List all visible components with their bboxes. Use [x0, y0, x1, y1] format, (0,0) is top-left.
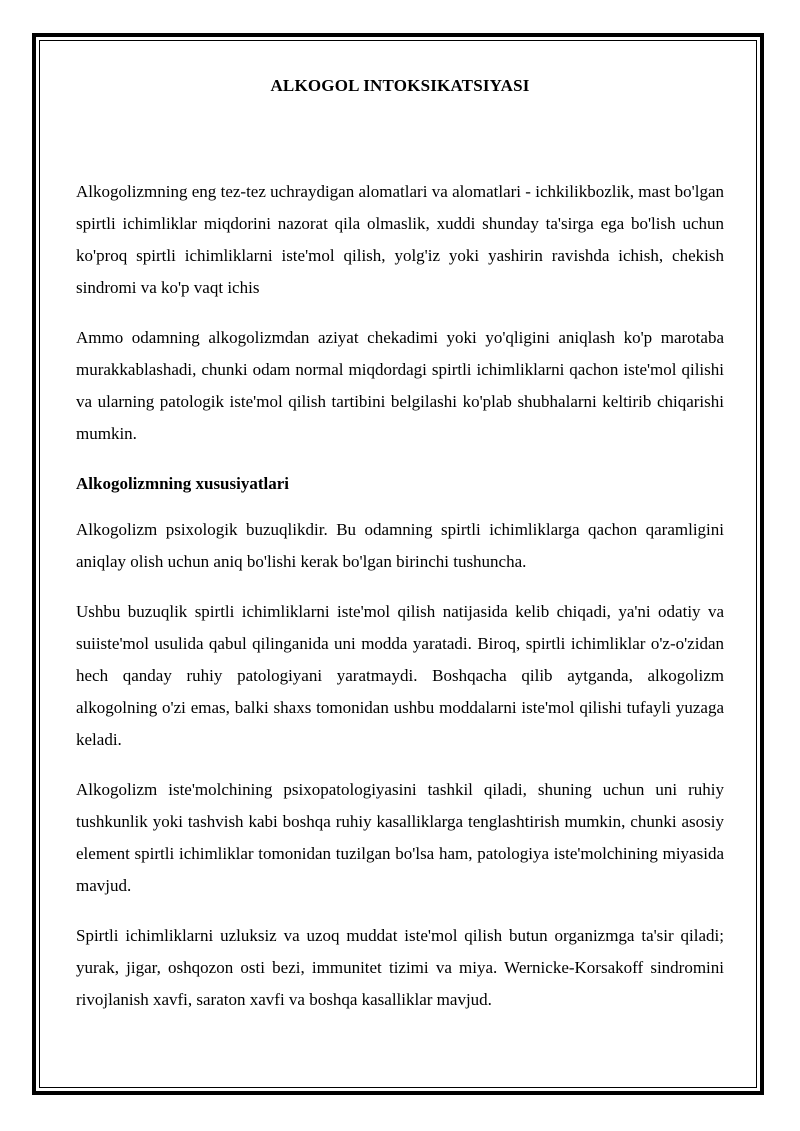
- paragraph: Spirtli ichimliklarni uzluksiz va uzoq muddat iste'mol qilish butun organizmga ta'sir qiladi; yurak, jigar, oshqozon osti bezi, immunitet tizimi va miya. Wernicke-Korsakoff sindromini rivojlanish xavfi, saraton xavfi va boshqa kasalliklar mavjud.: [76, 926, 724, 1009]
- document-body: [76, 176, 724, 1016]
- document-title: ALKOGOL INTOKSIKATSIYASI: [270, 76, 530, 95]
- section-heading: Alkogolizmning xususiyatlari: [76, 474, 290, 493]
- paragraph: Alkogolizm psixologik buzuqlikdir. Bu odamning spirtli ichimliklarga qachon qaramligini aniqlay olish uchun aniq bo'lishi kerak bo'lgan birinchi tushuncha.: [76, 520, 724, 571]
- paragraph: Ammo odamning alkogolizmdan aziyat chekadimi yoki yo'qligini aniqlash ko'p marotaba murakkablashadi, chunki odam normal miqdordagi spirtli ichimliklarni qachon iste'mol qilishi va ularning patologik iste'mol qilish tartibini belgilashi ko'plab shubhalarni keltirib chiqarishi mumkin.: [76, 328, 724, 443]
- paragraph: Alkogolizmning eng tez-tez uchraydigan alomatlari va alomatlari - ichkilikbozlik, mast bo'lgan spirtli ichimliklar miqdorini nazorat qila olmaslik, xuddi shunday ta'sirga ega bo'lish uchun ko'proq spirtli ichimliklarni iste'mol qilish, yolg'iz yoki yashirin ravishda ichish, chekish sindromi va ko'p vaqt ichis: [76, 182, 724, 297]
- paragraph: Alkogolizm iste'molchining psixopatologiyasini tashkil qiladi, shuning uchun uni ruhiy tushkunlik yoki tashvish kabi boshqa ruhiy kasalliklarga tenglashtirish mumkin, chunki asosiy element spirtli ichimliklar tomonidan tuzilgan bo'lsa ham, patologiya iste'molchining miyasida mavjud.: [76, 780, 724, 895]
- document-content: [76, 74, 724, 1034]
- paragraph: Ushbu buzuqlik spirtli ichimliklarni iste'mol qilish natijasida kelib chiqadi, ya'ni odatiy va suiiste'mol usulida qabul qilinganida uni modda yaratadi. Biroq, spirtli ichimliklar o'z-o'zidan hech qanday ruhiy patologiyani yaratmaydi. Boshqacha qilib aytganda, alkogolizm alkogolning o'zi emas, balki shaxs tomonidan ushbu moddalarni iste'mol qilishi tufayli yuzaga keladi.: [76, 602, 724, 749]
